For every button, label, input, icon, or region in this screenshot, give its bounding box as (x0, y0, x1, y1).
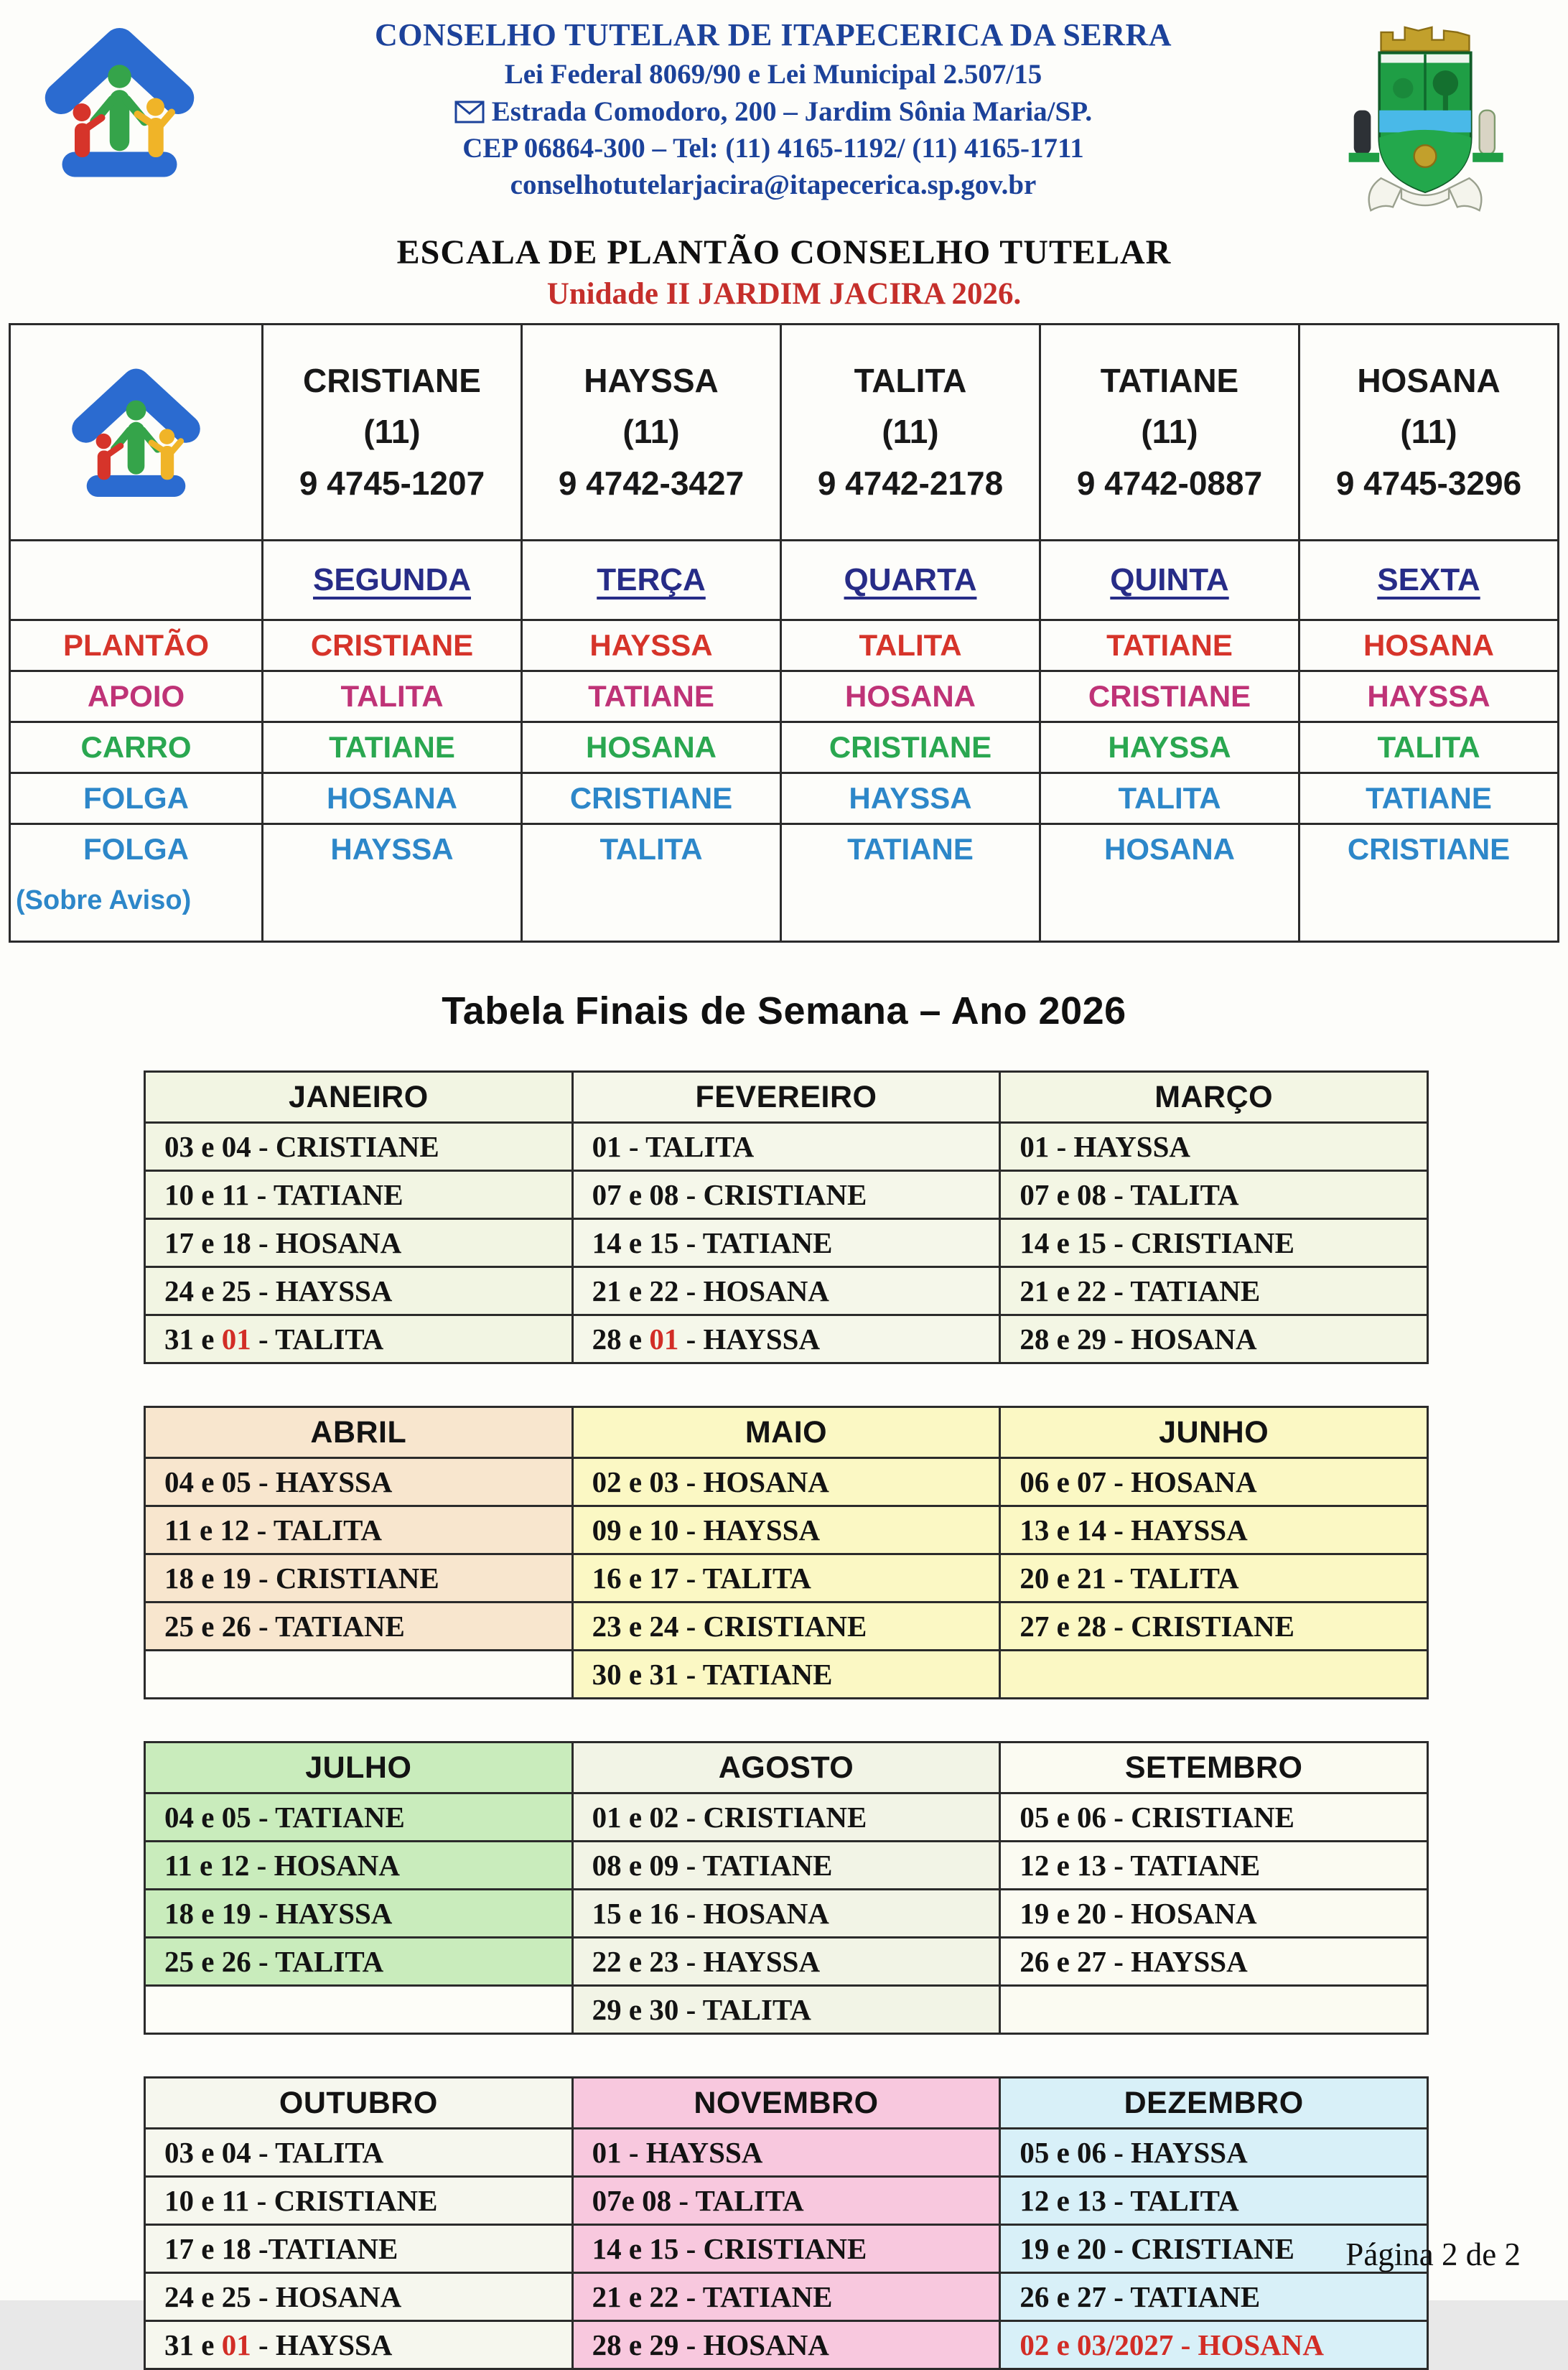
schedule-cell-cristiane: CRISTIANE (1040, 671, 1299, 722)
weekend-date-text: 30 e 31 - TATIANE (592, 1658, 833, 1691)
weekend-date-text: 29 e 30 - TALITA (592, 1993, 811, 2026)
staff-phone: 9 4742-2178 (817, 464, 1004, 502)
schedule-cell-hosana: HOSANA (1040, 824, 1299, 942)
weekend-duty-cell (145, 1554, 573, 1602)
weekend-date-text: 19 e 20 - HOSANA (1019, 1897, 1257, 1930)
org-name: CONSELHO TUTELAR DE ITAPECERICA DA SERRA (374, 17, 1172, 52)
weekend-duty-cell (572, 1793, 1000, 1842)
weekend-duty-cell (572, 2129, 1000, 2177)
weekend-date-text: 21 e 22 - TATIANE (592, 2280, 833, 2313)
day-header-quarta: QUARTA (781, 541, 1040, 620)
weekend-duty-cell (572, 1267, 1000, 1315)
staff-phone: 9 4742-0887 (1076, 464, 1263, 502)
weekend-duty-cell (1000, 1890, 1428, 1938)
weekend-date-text: 07 e 08 - TALITA (1019, 1178, 1239, 1211)
schedule-cell-talita: TALITA (781, 620, 1040, 671)
schedule-cell-tatiane: TATIANE (522, 671, 781, 722)
weekend-duty-cell (572, 1842, 1000, 1890)
weekend-date-text: 02 e 03 - HOSANA (592, 1465, 829, 1498)
weekend-date-text: 03 e 04 - CRISTIANE (164, 1130, 439, 1163)
weekend-date-red: 01 (649, 1322, 679, 1356)
schedule-cell-hosana: HOSANA (263, 773, 522, 824)
month-header-fevereiro: FEVEREIRO (572, 1072, 1000, 1123)
weekend-duty-cell (1000, 1219, 1428, 1267)
weekend-duty-cell (572, 1219, 1000, 1267)
cep-phone-line: CEP 06864-300 – Tel: (11) 4165-1192/ (11) 4165-1711 (462, 133, 1084, 164)
schedule-cell-tatiane: TATIANE (1040, 620, 1299, 671)
weekend-duty-cell (572, 1651, 1000, 1699)
weekend-duty-cell (572, 2321, 1000, 2369)
month-header-junho: JUNHO (1000, 1407, 1428, 1458)
weekend-date-text: 04 e 05 - HAYSSA (164, 1465, 393, 1498)
schedule-cell-cristiane: CRISTIANE (1299, 824, 1559, 942)
weekend-duty-cell (1000, 2273, 1428, 2321)
weekend-date-red: 01 (221, 1322, 251, 1356)
weekend-date-text: 24 e 25 - HOSANA (164, 2280, 402, 2313)
weekend-duty-cell (145, 1267, 573, 1315)
address-line (240, 93, 1307, 130)
month-header-abril: ABRIL (145, 1407, 573, 1458)
weekend-date-text: 06 e 07 - HOSANA (1019, 1465, 1257, 1498)
weekend-duty-cell (145, 1506, 573, 1554)
schedule-cell-cristiane: CRISTIANE (263, 620, 522, 671)
weekend-empty-cell (145, 1986, 573, 2034)
weekend-date-text: 28 e (592, 1322, 650, 1356)
weekly-duty-table (9, 323, 1559, 943)
weekend-duty-cell (145, 1890, 573, 1938)
weekend-duty-cell (145, 2321, 573, 2369)
weekend-date-text: - TALITA (251, 1322, 384, 1356)
weekend-duty-cell (145, 2129, 573, 2177)
weekend-duty-cell (145, 1938, 573, 1986)
weekend-duty-cell (145, 1458, 573, 1506)
weekend-date-text: 01 - HAYSSA (1019, 1130, 1191, 1163)
weekend-date-text: 26 e 27 - HAYSSA (1019, 1945, 1248, 1978)
month-header-novembro: NOVEMBRO (572, 2078, 1000, 2129)
weekend-duty-cell (1000, 2129, 1428, 2177)
weekend-date-text: 19 e 20 - CRISTIANE (1019, 2232, 1295, 2265)
weekend-date-text: 17 e 18 -TATIANE (164, 2232, 398, 2265)
weekend-duty-cell (145, 1123, 573, 1171)
staff-ddd: (11) (363, 413, 421, 451)
council-logo-icon (24, 10, 215, 190)
weekend-duty-cell (572, 1602, 1000, 1651)
weekend-date-text: 12 e 13 - TALITA (1019, 2184, 1239, 2217)
row-label-folga-sobre-aviso-: FOLGA (Sobre Aviso) (10, 824, 263, 942)
staff-name: HOSANA (1357, 362, 1501, 400)
weekend-date-text: 21 e 22 - TATIANE (1019, 1274, 1261, 1307)
weekend-date-text: 10 e 11 - CRISTIANE (164, 2184, 438, 2217)
weekend-duty-cell (145, 2177, 573, 2225)
month-header-julho: JULHO (145, 1742, 573, 1793)
weekend-block-4 (144, 2076, 1429, 2370)
document-header (0, 0, 1568, 218)
schedule-cell-cristiane: CRISTIANE (781, 722, 1040, 773)
weekend-duty-cell (145, 1842, 573, 1890)
weekend-date-text: 14 e 15 - CRISTIANE (1019, 1226, 1295, 1259)
month-header-outubro: OUTUBRO (145, 2078, 573, 2129)
weekend-date-text: 14 e 15 - CRISTIANE (592, 2232, 867, 2265)
weekend-duty-cell (1000, 2177, 1428, 2225)
weekend-date-text: 28 e 29 - HOSANA (592, 2328, 829, 2361)
weekend-duty-cell (572, 2177, 1000, 2225)
law-line: Lei Federal 8069/90 e Lei Municipal 2.507/15 (504, 59, 1042, 90)
weekend-date-text: 23 e 24 - CRISTIANE (592, 1610, 867, 1643)
weekend-duty-cell (1000, 1458, 1428, 1506)
day-header-sexta: SEXTA (1299, 541, 1559, 620)
weekend-date-text: 15 e 16 - HOSANA (592, 1897, 829, 1930)
council-logo (24, 10, 240, 193)
weekend-section-title: Tabela Finais de Semana – Ano 2026 (442, 989, 1126, 1032)
row-label-folga: FOLGA (10, 773, 263, 824)
weekend-duty-cell (572, 1890, 1000, 1938)
schedule-cell-cristiane: CRISTIANE (522, 773, 781, 824)
weekend-date-text: 20 e 21 - TALITA (1019, 1562, 1239, 1595)
weekend-date-text: 16 e 17 - TALITA (592, 1562, 811, 1595)
weekend-date-text: 31 e (164, 1322, 222, 1356)
schedule-cell-talita: TALITA (263, 671, 522, 722)
address-text: Estrada Comodoro, 200 – Jardim Sônia Maria/SP. (491, 95, 1093, 127)
page-title: ESCALA DE PLANTÃO CONSELHO TUTELAR (396, 233, 1172, 271)
weekend-date-text: 08 e 09 - TATIANE (592, 1849, 833, 1882)
weekend-date-text: 07 e 08 - CRISTIANE (592, 1178, 867, 1211)
staff-name: CRISTIANE (303, 362, 481, 400)
page-number: Página 2 de 2 (1345, 2236, 1521, 2272)
schedule-cell-tatiane: TATIANE (1299, 773, 1559, 824)
staff-member-hayssa (522, 325, 781, 541)
schedule-cell-talita: TALITA (1040, 773, 1299, 824)
weekend-date-text: 05 e 06 - CRISTIANE (1019, 1801, 1295, 1834)
month-header-maio: MAIO (572, 1407, 1000, 1458)
weekend-duty-cell (145, 1793, 573, 1842)
schedule-cell-hosana: HOSANA (781, 671, 1040, 722)
weekend-duty-cell (1000, 1602, 1428, 1651)
header-text-block (240, 10, 1307, 204)
staff-name: HAYSSA (584, 362, 719, 400)
weekend-duty-cell (572, 1938, 1000, 1986)
schedule-cell-hosana: HOSANA (522, 722, 781, 773)
weekend-duty-cell (1000, 1315, 1428, 1363)
day-header-segunda: SEGUNDA (263, 541, 522, 620)
weekend-duty-cell (1000, 1267, 1428, 1315)
weekend-block-1 (144, 1070, 1429, 1364)
weekend-duty-cell (1000, 1938, 1428, 1986)
weekend-date-text: 11 e 12 - HOSANA (164, 1849, 400, 1882)
schedule-cell-hayssa: HAYSSA (522, 620, 781, 671)
weekend-date-text: 14 e 15 - TATIANE (592, 1226, 833, 1259)
weekend-date-text: 21 e 22 - HOSANA (592, 1274, 829, 1307)
staff-member-tatiane (1040, 325, 1299, 541)
council-logo-icon (59, 353, 213, 508)
staff-member-talita (781, 325, 1040, 541)
weekend-date-text: 27 e 28 - CRISTIANE (1019, 1610, 1295, 1643)
month-header-agosto: AGOSTO (572, 1742, 1000, 1793)
staff-ddd: (11) (622, 413, 680, 451)
weekend-date-text: 09 e 10 - HAYSSA (592, 1513, 821, 1546)
weekend-duty-cell (1000, 1506, 1428, 1554)
weekend-empty-cell (1000, 1651, 1428, 1699)
weekend-empty-cell (145, 1651, 573, 1699)
schedule-cell-hosana: HOSANA (1299, 620, 1559, 671)
weekend-date-text: - HAYSSA (678, 1322, 821, 1356)
staff-phone: 9 4745-1207 (299, 464, 485, 502)
day-header-quinta: QUINTA (1040, 541, 1299, 620)
weekend-duty-cell (572, 1315, 1000, 1363)
weekend-date-text: 01 - TALITA (592, 1130, 755, 1163)
schedule-cell-hayssa: HAYSSA (263, 824, 522, 942)
weekend-duty-cell (1000, 1123, 1428, 1171)
weekend-date-text: 04 e 05 - TATIANE (164, 1801, 405, 1834)
weekend-duty-cell (1000, 2321, 1428, 2369)
month-header-dezembro: DEZEMBRO (1000, 2078, 1428, 2129)
weekend-duty-cell (145, 2225, 573, 2273)
email-text: conselhotutelarjacira@itapecerica.sp.gov.br (510, 169, 1037, 201)
weekend-date-red: 02 e 03/2027 - HOSANA (1019, 2328, 1324, 2361)
schedule-cell-hayssa: HAYSSA (781, 773, 1040, 824)
weekend-date-text: 31 e (164, 2328, 222, 2361)
weekend-date-text: 03 e 04 - TALITA (164, 2136, 384, 2169)
weekend-month-blocks (0, 1070, 1568, 2370)
weekend-date-text: 18 e 19 - HAYSSA (164, 1897, 393, 1930)
weekend-duty-cell (145, 1602, 573, 1651)
weekend-duty-cell (1000, 1554, 1428, 1602)
day-header-terca: TERÇA (522, 541, 781, 620)
weekend-duty-cell (572, 1506, 1000, 1554)
staff-ddd: (11) (1400, 413, 1457, 451)
month-header-janeiro: JANEIRO (145, 1072, 573, 1123)
weekend-date-text: 25 e 26 - TATIANE (164, 1610, 405, 1643)
city-coat-of-arms (1307, 10, 1544, 218)
staff-ddd: (11) (882, 413, 939, 451)
staff-phone: 9 4745-3296 (1335, 464, 1522, 502)
schedule-cell-tatiane: TATIANE (781, 824, 1040, 942)
corner-empty-cell (10, 541, 263, 620)
month-header-marco: MARÇO (1000, 1072, 1428, 1123)
weekend-duty-cell (572, 1554, 1000, 1602)
weekend-date-text: 18 e 19 - CRISTIANE (164, 1562, 439, 1595)
schedule-cell-tatiane: TATIANE (263, 722, 522, 773)
weekend-date-text: 07e 08 - TALITA (592, 2184, 804, 2217)
page-subtitle: Unidade II JARDIM JACIRA 2026. (546, 277, 1022, 311)
row-label-apoio: APOIO (10, 671, 263, 722)
staff-ddd: (11) (1141, 413, 1198, 451)
weekend-empty-cell (1000, 1986, 1428, 2034)
staff-name: TATIANE (1100, 362, 1239, 400)
envelope-icon (454, 101, 485, 123)
weekend-date-text: 12 e 13 - TATIANE (1019, 1849, 1261, 1882)
weekend-block-2 (144, 1406, 1429, 1699)
weekend-date-text: 22 e 23 - HAYSSA (592, 1945, 821, 1978)
month-header-setembro: SETEMBRO (1000, 1742, 1428, 1793)
weekend-duty-cell (145, 1219, 573, 1267)
schedule-cell-talita: TALITA (1299, 722, 1559, 773)
weekend-duty-cell (145, 1171, 573, 1219)
schedule-cell-hayssa: HAYSSA (1040, 722, 1299, 773)
weekend-date-text: 01 - HAYSSA (592, 2136, 763, 2169)
staff-phone: 9 4742-3427 (558, 464, 745, 502)
weekend-date-text: 24 e 25 - HAYSSA (164, 1274, 393, 1307)
weekend-duty-cell (572, 1986, 1000, 2034)
weekend-duty-cell (572, 1458, 1000, 1506)
weekend-date-text: 11 e 12 - TALITA (164, 1513, 382, 1546)
weekend-date-text: 05 e 06 - HAYSSA (1019, 2136, 1248, 2169)
weekend-date-text: 26 e 27 - TATIANE (1019, 2280, 1261, 2313)
table-logo-cell (10, 325, 263, 541)
weekend-duty-cell (145, 2273, 573, 2321)
weekend-date-text: 13 e 14 - HAYSSA (1019, 1513, 1248, 1546)
schedule-cell-talita: TALITA (522, 824, 781, 942)
weekend-date-text: - HAYSSA (251, 2328, 393, 2361)
weekend-date-text: 01 e 02 - CRISTIANE (592, 1801, 867, 1834)
weekend-block-3 (144, 1741, 1429, 2035)
weekend-date-red: 01 (221, 2328, 251, 2361)
weekend-duty-cell (572, 1123, 1000, 1171)
weekend-duty-cell (572, 2273, 1000, 2321)
row-label-carro: CARRO (10, 722, 263, 773)
weekend-duty-cell (1000, 1842, 1428, 1890)
weekend-date-text: 17 e 18 - HOSANA (164, 1226, 402, 1259)
weekend-duty-cell (145, 1315, 573, 1363)
weekend-date-text: 25 e 26 - TALITA (164, 1945, 384, 1978)
row-label-plantao: PLANTÃO (10, 620, 263, 671)
coat-of-arms-icon (1332, 10, 1518, 218)
staff-member-hosana (1299, 325, 1559, 541)
weekend-duty-cell (1000, 1793, 1428, 1842)
weekend-duty-cell (1000, 1171, 1428, 1219)
staff-name: TALITA (854, 362, 967, 400)
schedule-cell-hayssa: HAYSSA (1299, 671, 1559, 722)
weekend-date-text: 10 e 11 - TATIANE (164, 1178, 403, 1211)
weekend-duty-cell (572, 1171, 1000, 1219)
staff-member-cristiane (263, 325, 522, 541)
weekend-duty-cell (572, 2225, 1000, 2273)
weekend-date-text: 28 e 29 - HOSANA (1019, 1322, 1257, 1356)
